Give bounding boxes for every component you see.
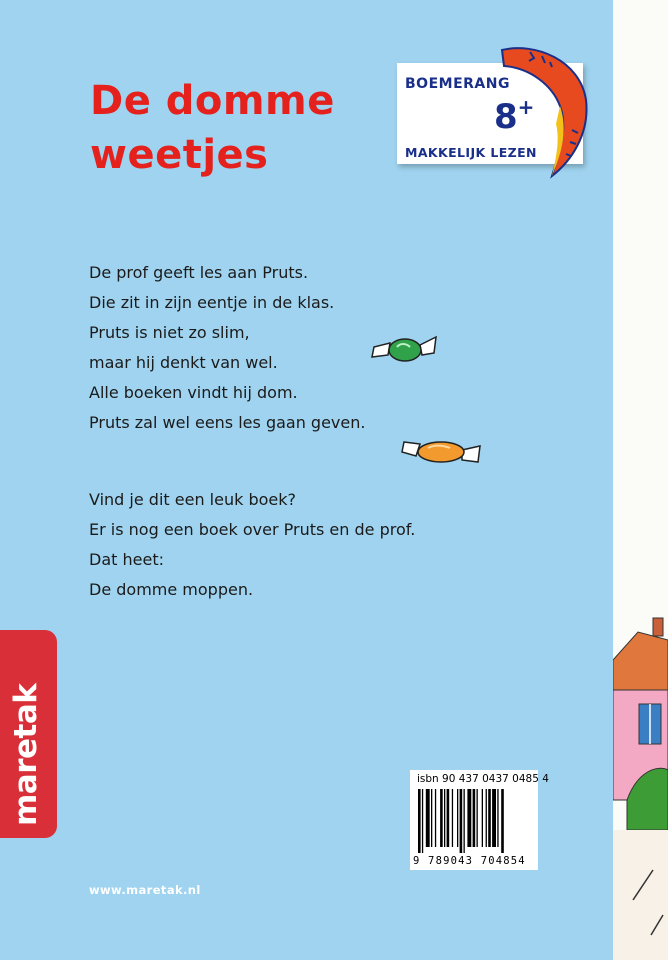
orange-candy-icon [400,432,482,468]
title-line-2: weetjes [90,132,269,178]
series-age-suffix: + [517,95,535,119]
series-age-number: 8 [494,97,518,137]
blurb-line: Alle boeken vindt hij dom. [89,383,298,402]
blurb-line: Vind je dit een leuk boek? [89,490,296,509]
ean-digits: 9 789043 704854 [413,855,526,867]
website-link[interactable]: www.maretak.nl [89,883,201,897]
blurb-paragraph-2 [89,485,415,605]
blurb-line: maar hij denkt van wel. [89,353,278,372]
series-name: BOEMERANG [405,76,510,92]
blurb-line: Pruts is niet zo slim, [89,323,250,342]
green-candy-icon [370,333,440,367]
blurb-line: Dat heet: [89,550,164,569]
barcode-label [410,770,549,870]
blurb-line: De prof geeft les aan Pruts. [89,263,309,282]
house-illustration [613,0,668,960]
blurb-line: Die zit in zijn eentje in de klas. [89,293,335,312]
blurb-line: Er is nog een boek over Pruts en de prof. [89,520,416,539]
publisher-name: maretak [8,683,44,826]
series-level: MAKKELIJK LEZEN [405,145,537,160]
title-line-1: De domme [90,78,335,124]
isbn-text: isbn 90 437 0437 0485 4 [417,773,549,785]
boomerang-icon [490,40,600,180]
blurb-paragraph-1 [89,258,365,438]
blurb-line: Pruts zal wel eens les gaan geven. [89,413,366,432]
book-title [90,74,335,182]
publisher-tab [0,630,57,838]
blurb-line: De domme moppen. [89,580,254,599]
barcode-icon [418,789,530,853]
